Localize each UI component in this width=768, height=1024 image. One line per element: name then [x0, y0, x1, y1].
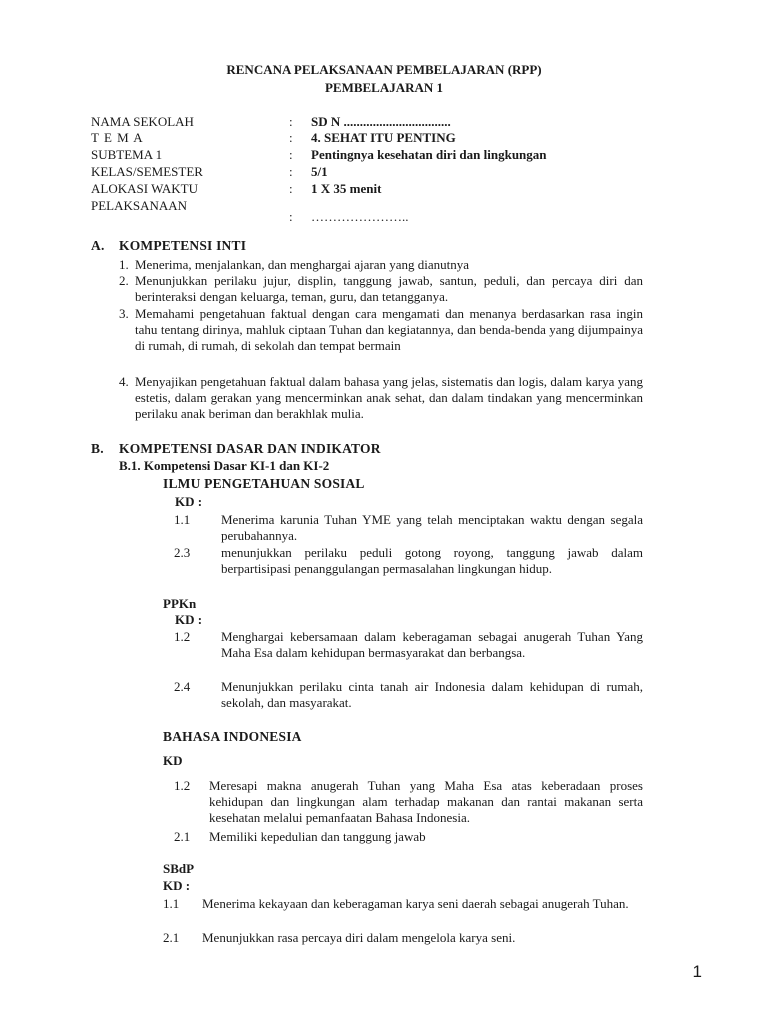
- identity-value-class: 5/1: [311, 164, 328, 179]
- ki-item-number: 2.: [119, 273, 129, 288]
- identity-label-school: NAMA SEKOLAH: [91, 114, 194, 129]
- kd-text: Meresapi makna anugerah Tuhan yang Maha Esa atas keberadaan proses kehidupan dan lingkungan alam terhadap makanan dan rantai makanan serta kesehatan melalui pemanfaatan Bahasa Indonesia.: [209, 778, 643, 825]
- section-b1-heading: B.1. Kompetensi Dasar KI-1 dan KI-2: [119, 458, 330, 473]
- ki-item-number: 3.: [119, 306, 129, 321]
- section-a-marker: A.: [91, 238, 105, 253]
- kd-text: Menerima kekayaan dan keberagaman karya seni daerah sebagai anugerah Tuhan.: [202, 896, 629, 911]
- kd-text: Memiliki kepedulian dan tanggung jawab: [209, 829, 426, 844]
- identity-label-schedule: PELAKSANAAN: [91, 198, 188, 213]
- kd-label: KD :: [163, 878, 191, 893]
- kd-number: 2.4: [174, 679, 191, 694]
- subject-title-sbdp: SBdP: [163, 861, 195, 876]
- identity-value-theme: 4. SEHAT ITU PENTING: [311, 130, 456, 145]
- identity-value-subtheme: Pentingnya kesehatan diri dan lingkungan: [311, 147, 547, 162]
- kd-label: KD :: [175, 612, 203, 627]
- document-subtitle: PEMBELAJARAN 1: [324, 80, 444, 95]
- identity-sep: :: [289, 114, 293, 129]
- kd-text: menunjukkan perilaku peduli gotong royong, tanggung jawab dalam berpartisipasi penanggulangan permasalahan lingkungan hidup.: [221, 545, 643, 576]
- identity-label-class: KELAS/SEMESTER: [91, 164, 203, 179]
- identity-label-theme: T E M A: [91, 130, 144, 145]
- identity-value-school: SD N .................................: [311, 114, 451, 129]
- section-b-marker: B.: [91, 441, 104, 456]
- subject-title-ips: ILMU PENGETAHUAN SOSIAL: [163, 476, 365, 491]
- kd-number: 1.1: [163, 896, 180, 911]
- identity-sep: :: [289, 181, 293, 196]
- subject-title-bindo: BAHASA INDONESIA: [163, 729, 302, 744]
- ki-item-text: Menerima, menjalankan, dan menghargai ajaran yang dianutnya: [135, 257, 470, 272]
- identity-value-time: 1 X 35 menit: [311, 181, 382, 196]
- kd-number: 1.2: [174, 778, 191, 793]
- kd-number: 1.1: [174, 512, 191, 527]
- identity-sep: :: [289, 130, 293, 145]
- page-number: 1: [692, 962, 702, 981]
- section-b-heading: KOMPETENSI DASAR DAN INDIKATOR: [119, 441, 381, 456]
- document-title: RENCANA PELAKSANAAN PEMBELAJARAN (RPP): [226, 62, 542, 77]
- identity-value-schedule: …………………..: [311, 209, 409, 224]
- kd-text: Menghargai kebersamaan dalam keberagaman sebagai anugerah Tuhan Yang Maha Esa dalam kehidupan bermasyarakat dan berbangsa.: [221, 629, 643, 660]
- identity-label-time: ALOKASI WAKTU: [91, 181, 199, 196]
- kd-text: Menunjukkan rasa percaya diri dalam mengelola karya seni.: [202, 930, 516, 945]
- kd-text: Menerima karunia Tuhan YME yang telah menciptakan waktu dengan segala perubahannya.: [221, 512, 643, 543]
- ki-item-number: 4.: [119, 374, 129, 389]
- section-a-heading: KOMPETENSI INTI: [119, 238, 247, 253]
- ki-item-text: Menyajikan pengetahuan faktual dalam bahasa yang jelas, sistematis dan logis, dalam karya yang estetis, dalam gerakan yang mencerminkan anak sehat, dan dalam tindakan yang mencerminkan perilaku anak beriman dan berakhlak mulia.: [135, 374, 643, 421]
- kd-label: KD: [163, 753, 183, 768]
- identity-sep: :: [289, 209, 293, 224]
- ki-item-number: 1.: [119, 257, 129, 272]
- kd-number: 2.1: [174, 829, 191, 844]
- kd-number: 2.1: [163, 930, 180, 945]
- identity-label-subtheme: SUBTEMA 1: [91, 147, 163, 162]
- kd-label: KD :: [175, 494, 203, 509]
- identity-sep: :: [289, 164, 293, 179]
- ki-item-text: Memahami pengetahuan faktual dengan cara mengamati dan menanya berdasarkan rasa ingin tahu tentang dirinya, mahluk ciptaan Tuhan dan kegiatannya, dan benda-benda yang dijumpainya di rumah, di rumah, di sekolah dan tempat bermain: [135, 306, 643, 353]
- kd-text: Menunjukkan perilaku cinta tanah air Indonesia dalam kehidupan di rumah, sekolah, dan masyarakat.: [221, 679, 643, 710]
- identity-sep: :: [289, 147, 293, 162]
- kd-number: 1.2: [174, 629, 191, 644]
- ki-item-text: Menunjukkan perilaku jujur, displin, tanggung jawab, santun, peduli, dan percaya diri dan berinteraksi dengan keluarga, teman, guru, dan tetangganya.: [135, 273, 643, 304]
- kd-number: 2.3: [174, 545, 191, 560]
- subject-title-ppkn: PPKn: [163, 596, 197, 611]
